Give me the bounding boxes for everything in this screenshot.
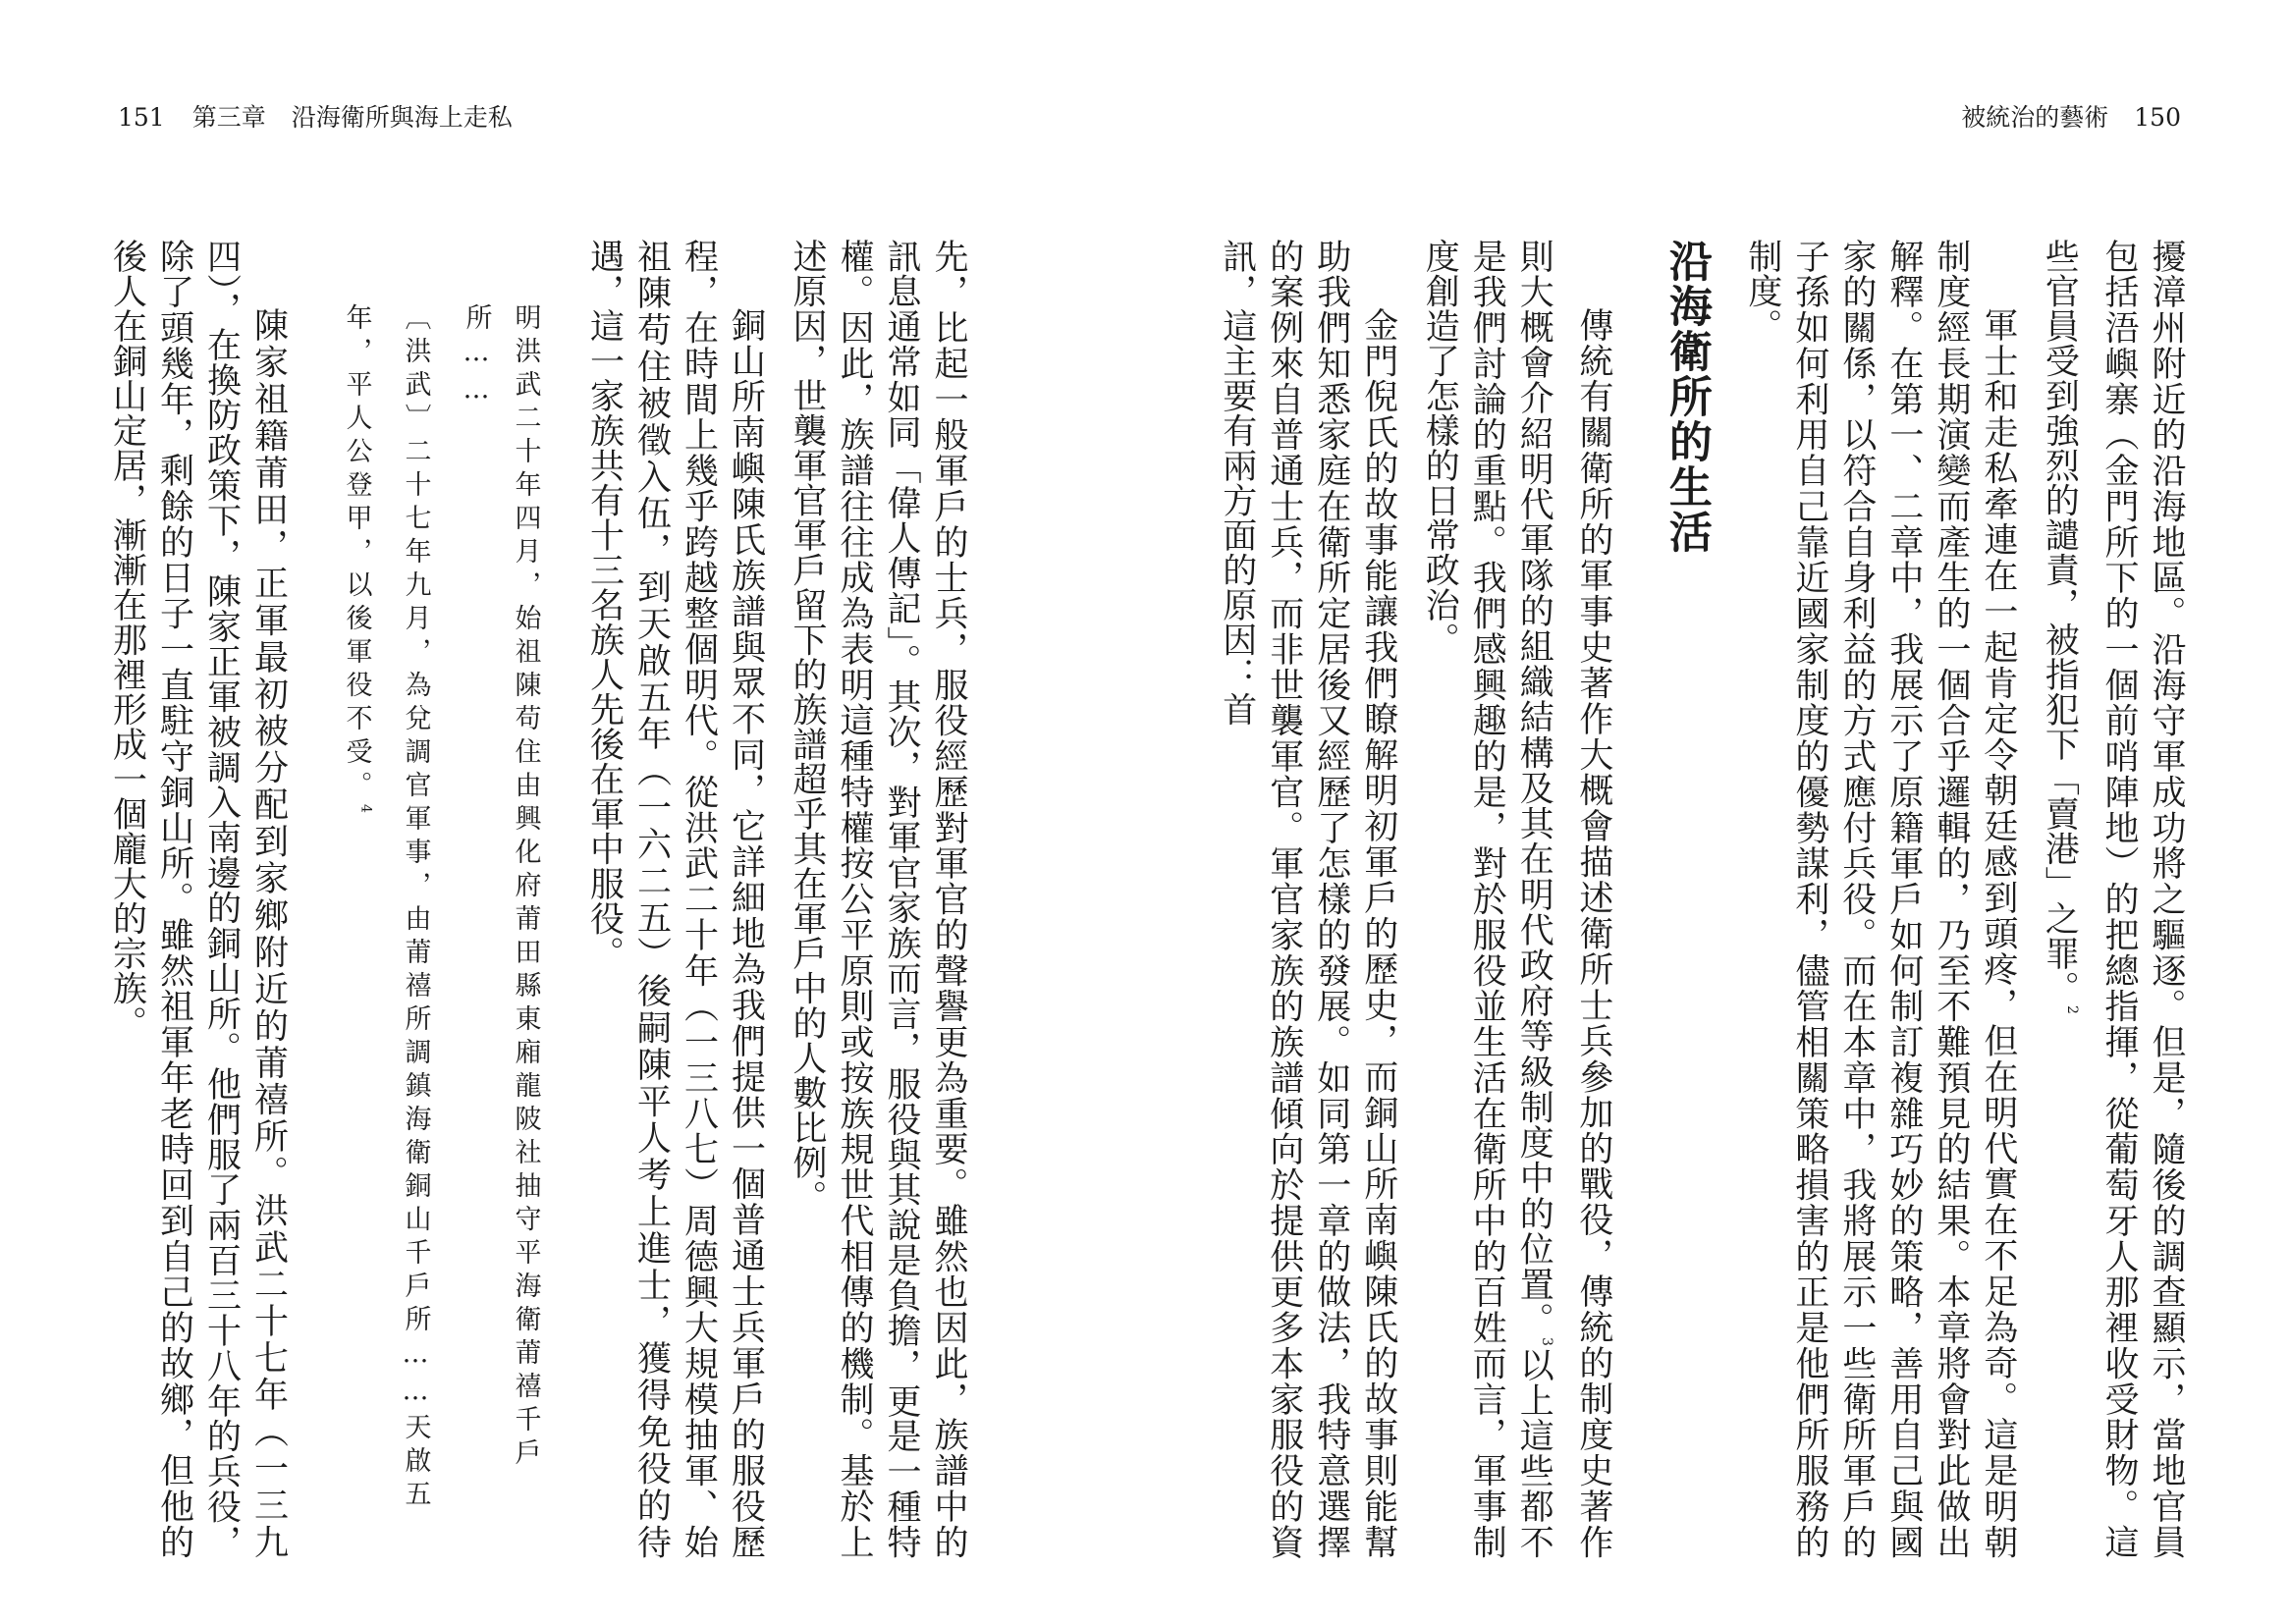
- quote-line: 明洪武二十年四月，始祖陳苟住由興化府莆田縣東廂龍陂社抽守平海衛莆禧千戶所……: [461, 303, 541, 1472]
- paragraph: 軍士和走私牽連在一起肯定令朝廷感到頭疼，但在明代實在不足為奇。這是明朝制度經長期演變而產生的一個合乎邏輯的，乃至不難預見的結果。本章將會對此做出解釋。在第一、二章中，我展示了原籍軍戶如何制訂複雜巧妙的策略，善用自己與國家的關係，以符合自身利益的方式應付兵役。而在本章中，我將展示一些衛所軍戶的子孫如何利用自己靠近國家制度的優勢謀利，儘管相關策略損害的正是他們所服務的制度。: [1742, 239, 2018, 1559]
- paragraph-text: 傳統有關衛所的軍事史著作大概會描述衛所士兵參加的戰役，傳統的制度史著作則大概會介紹明代軍隊的組織結構及其在明代政府等級制度中的位置。: [1514, 239, 1613, 1559]
- quote-line: [332, 303, 440, 1559]
- paragraph: 先，比起一般軍戶的士兵，服役經歷對軍官的聲譽更為重要。雖然也因此，族譜中的訊息通常如同「偉人傳記」。其次，對軍官家族而言，服役與其說是負擔，更是一種特權。因此，族譜往往成為表明這種特權按公平原則或按族規世代相傳的機制。基於上述原因，世襲軍官軍戶留下的族譜超乎其在軍戶中的人數比例。: [788, 239, 968, 1559]
- book-title: 被統治的藝術: [1961, 103, 2109, 132]
- chapter-title: 沿海衛所與海上走私: [291, 103, 513, 132]
- right-page-body: [1217, 239, 2190, 1560]
- quotation-block: [332, 252, 550, 1559]
- left-page-body: [108, 239, 972, 1559]
- paragraph: 陳家祖籍莆田，正軍最初被分配到家鄉附近的莆禧所。洪武二十七年（一三九四），在換防政策下，陳家正軍被調入南邊的銅山所。他們服了兩百三十八年的兵役，除了頭幾年，剩餘的日子一直駐守銅山所。雖然祖軍年老時回到自己的故鄉，但他的後人在銅山定居，漸漸在那裡形成一個龐大的宗族。: [107, 239, 289, 1559]
- paragraph: [2036, 239, 2190, 1559]
- paragraph-text: 以上這些都不是我們討論的重點。我們感興趣的是，對於服役並生活在衛所中的百姓而言，軍事制度創造了怎樣的日常政治。: [1420, 239, 1554, 1560]
- section-heading: 沿海衛所的生活: [1661, 239, 1712, 555]
- footnote-marker[interactable]: 3: [1538, 1337, 1554, 1347]
- paragraph: 銅山所南嶼陳氏族譜與眾不同，它詳細地為我們提供一個普通士兵軍戶的服役歷程，在時間上幾乎跨越整個明代。從洪武二十年（一三八七）周德興大規模抽軍、始祖陳苟住被徵入伍，到天啟五年（一六二五）後嗣陳平人考上進士，獲得免役的待遇，這一家族共有十三名族人先後在軍中服役。: [584, 239, 766, 1559]
- paragraph: [1416, 239, 1617, 1559]
- left-running-header: [118, 98, 513, 134]
- quote-text: 〔洪武〕二十七年九月，為兌調官軍事，由莆禧所調鎮海衛銅山千戶所……天啟五年，平人公登甲，以後軍役不受。: [341, 303, 431, 1513]
- right-running-header: [1961, 98, 2181, 134]
- paragraph: 金門倪氏的故事能讓我們瞭解明初軍戶的歷史，而銅山所南嶼陳氏的故事則能幫助我們知悉家庭在衛所定居後又經歷了怎樣的發展。如同第一章的做法，我特意選擇的案例來自普通士兵，而非世襲軍官。軍官家族的族譜傾向於提供更多本家服役的資訊，這主要有兩方面的原因：首: [1217, 239, 1398, 1559]
- paragraph-text: 擾漳州附近的沿海地區。沿海守軍成功將之驅逐。但是，隨後的調查顯示，當地官員包括浯嶼寨（金門所下的一個前哨陣地）的把總指揮，從葡萄牙人那裡收受財物。這些官員受到強烈的譴責，被指犯下「賣港」之罪。: [2040, 239, 2186, 1559]
- footnote-marker[interactable]: 2: [2064, 1005, 2080, 1014]
- right-page-number: 150: [2134, 103, 2181, 132]
- footnote-marker[interactable]: 4: [357, 804, 374, 813]
- left-page-number: 151: [118, 103, 165, 132]
- chapter-label: 第三章: [191, 103, 266, 132]
